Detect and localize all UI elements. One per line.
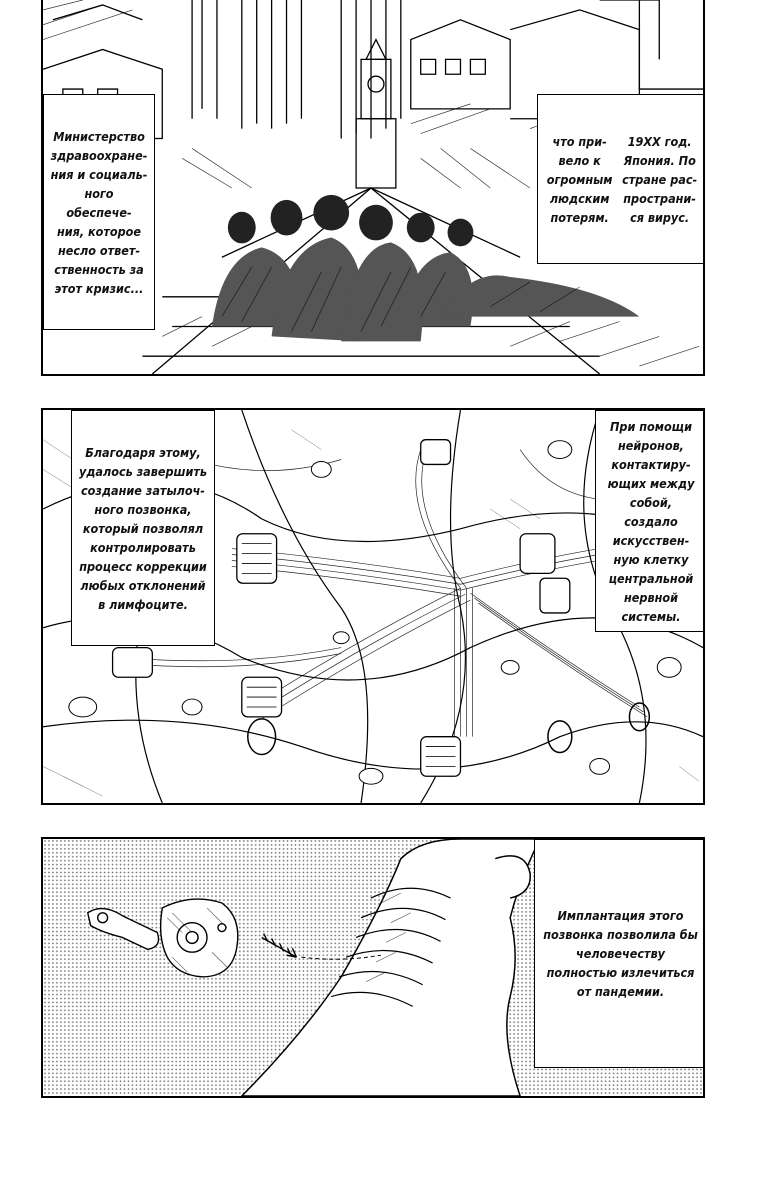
caption-implantation-text: Имплантация этого позвонка позволила бы человечеству полностью излечиться от пандемии. [543, 908, 698, 999]
caption-neurons-text: При помощи нейронов, контактиру- ющих между собой, создало искусствен- ную клетку центральной нервной системы. [607, 418, 695, 624]
caption-virus-col1: что при- вело к огромным людским потерям. [546, 133, 613, 225]
caption-ministry-text: Министерство здравоохране- ния и социаль- ного обеспече- ния, которое несло ответ- ственность за этот кризис... [50, 128, 148, 296]
caption-virus [537, 94, 705, 264]
caption-neurons [595, 410, 705, 632]
panel-city [41, 0, 705, 376]
caption-implantation [534, 839, 705, 1068]
caption-virus-col2: 19XX год. Япония. По стране рас- пространи- ся вирус. [622, 133, 698, 225]
caption-vertebra-creation [71, 410, 215, 646]
panel-neurons [41, 408, 705, 805]
caption-vertebra-creation-text: Благодаря этому, удалось завершить создание затылоч- ного позвонка, который позволял контролировать процесс коррекции любых отклонений в лимфоците. [78, 444, 208, 612]
caption-ministry [43, 94, 155, 330]
panel-vertebra [41, 837, 705, 1098]
